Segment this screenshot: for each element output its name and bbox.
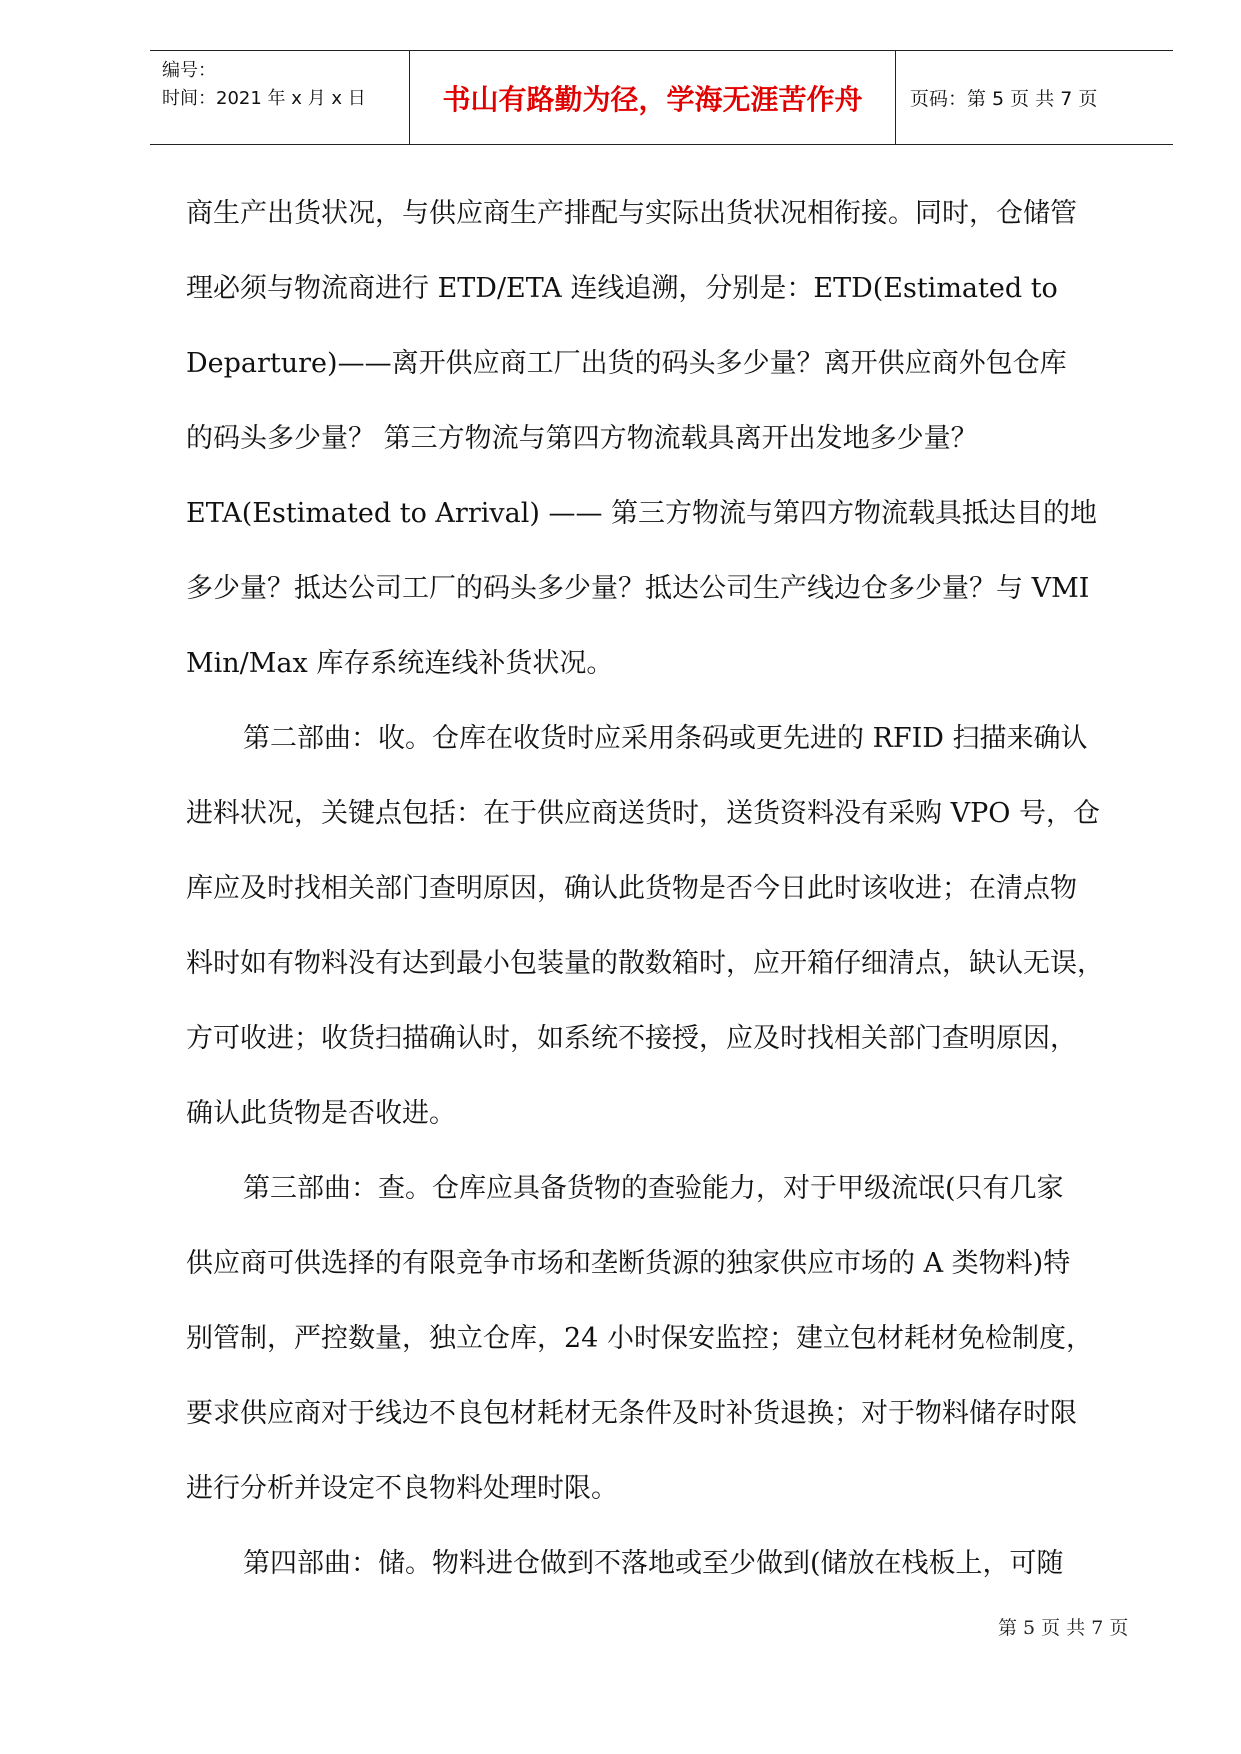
body-line: ETA(Estimated to Arrival) —— 第三方物流与第四方物流载具抵达目的地: [186, 498, 1098, 529]
body-line: 多少量？抵达公司工厂的码头多少量？抵达公司生产线边仓多少量？与 VMI: [186, 573, 1090, 604]
doc-number-label: 编号：: [162, 60, 216, 81]
header-motto: 书山有路勤为径，学海无涯苦作舟: [442, 82, 863, 116]
body-line: 别管制，严控数量，独立仓库，24 小时保安监控；建立包材耗材免检制度，: [186, 1323, 1093, 1354]
body-line: 的码头多少量？ 第三方物流与第四方物流载具离开出发地多少量？: [186, 423, 978, 454]
body-line: 库应及时找相关部门查明原因，确认此货物是否今日此时该收进；在清点物: [186, 873, 1077, 904]
header-divider: [895, 51, 896, 144]
paragraph-start-line: 第三部曲：查。仓库应具备货物的查验能力，对于甲级流氓(只有几家: [243, 1173, 1064, 1204]
body-line: 进行分析并设定不良物料处理时限。: [186, 1473, 618, 1504]
header-meta: [162, 57, 366, 113]
body-line: 要求供应商对于线边不良包材耗材无条件及时补货退换；对于物料储存时限: [186, 1398, 1077, 1429]
body-line: Min/Max 库存系统连线补货状况。: [186, 648, 614, 679]
body-line: 方可收进；收货扫描确认时，如系统不接授，应及时找相关部门查明原因，: [186, 1023, 1077, 1054]
doc-time-label: 时间：2021 年 x 月 x 日: [162, 88, 366, 109]
body-line: 理必须与物流商进行 ETD/ETA 连线追溯，分别是：ETD(Estimated to: [186, 273, 1058, 304]
body-line: 确认此货物是否收进。: [186, 1098, 456, 1129]
page-footer: 第 5 页 共 7 页: [998, 1617, 1129, 1639]
body-line: 供应商可供选择的有限竞争市场和垄断货源的独家供应市场的 A 类物料)特: [186, 1248, 1071, 1279]
body-line: 商生产出货状况，与供应商生产排配与实际出货状况相衔接。同时，仓储管: [186, 198, 1077, 229]
paragraph-start-line: 第二部曲：收。仓库在收货时应采用条码或更先进的 RFID 扫描来确认: [243, 723, 1088, 754]
body-line: Departure)——离开供应商工厂出货的码头多少量？离开供应商外包仓库: [186, 348, 1067, 379]
page-header: [150, 50, 1173, 145]
body-line: 料时如有物料没有达到最小包装量的散数箱时，应开箱仔细清点，缺认无误，: [186, 948, 1104, 979]
header-page-number: 页码：第 5 页 共 7 页: [910, 88, 1098, 110]
body-line: 进料状况，关键点包括：在于供应商送货时，送货资料没有采购 VPO 号，仓: [186, 798, 1100, 829]
paragraph-start-line: 第四部曲：储。物料进仓做到不落地或至少做到(储放在栈板上，可随: [243, 1548, 1064, 1579]
document-body: [186, 176, 1141, 1601]
